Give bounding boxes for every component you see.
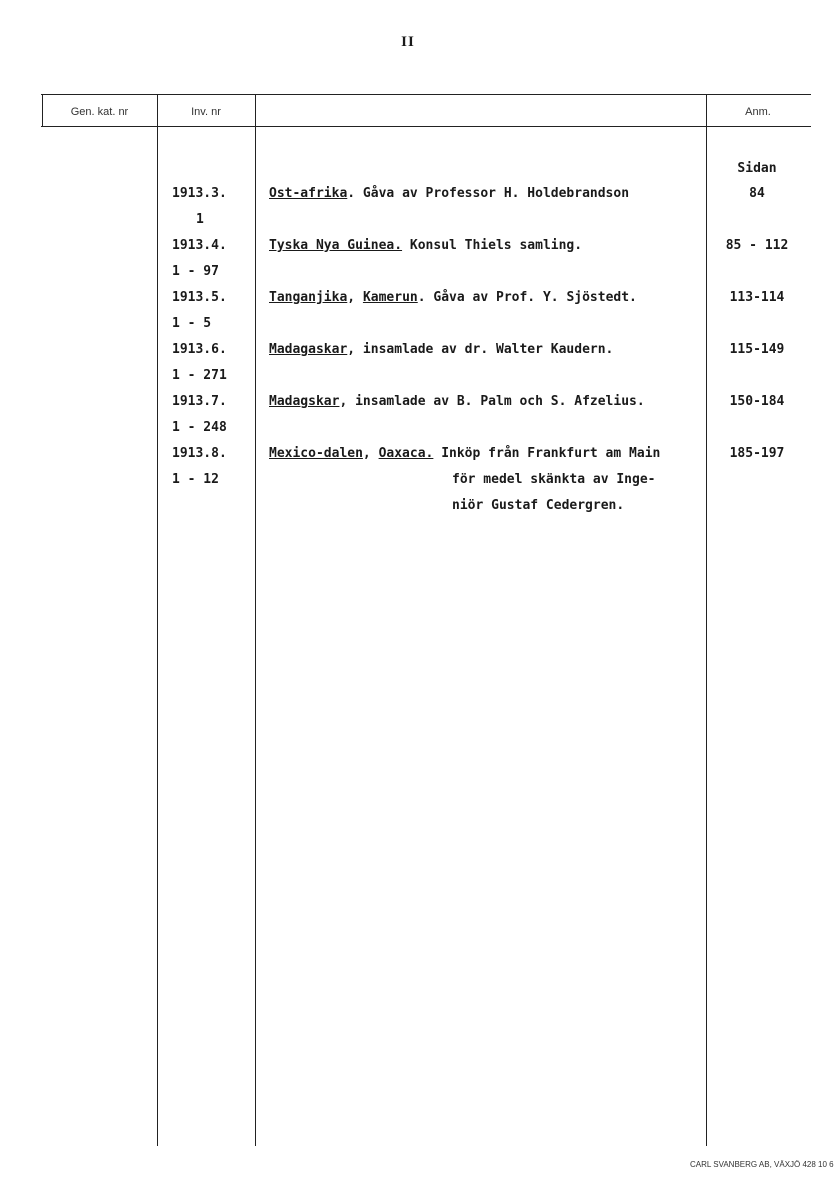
description-text: Inköp från Frankfurt am Main — [433, 446, 661, 461]
place-name: Tanganjika — [269, 290, 348, 305]
place-name: Mexico-dalen — [269, 446, 363, 461]
inv-number: 1913.8. — [172, 446, 227, 461]
header-inv-nr: Inv. nr — [191, 106, 221, 118]
place-name: Oaxaca. — [378, 446, 434, 461]
description-text: , — [362, 446, 379, 461]
description-continuation: för medel skänkta av Inge- — [452, 472, 656, 487]
description-text: Konsul Thiels samling. — [402, 238, 583, 253]
inv-number: 1913.6. — [172, 342, 227, 357]
page-range: 150-184 — [729, 394, 785, 409]
place-name: Madagskar — [269, 394, 340, 409]
inv-number: 1913.4. — [172, 238, 227, 253]
place-name: Madagaskar — [269, 342, 348, 357]
page-range: 115-149 — [729, 342, 785, 357]
description-text: . Gåva av Professor H. Holdebrandson — [347, 186, 630, 201]
inv-number: 1913.7. — [172, 394, 227, 409]
entry-description — [269, 290, 637, 306]
entry-description — [269, 186, 629, 202]
description-text: , — [347, 290, 363, 305]
inv-number: 1913.5. — [172, 290, 227, 305]
inv-range: 1 - 5 — [172, 316, 212, 331]
sidan-label: Sidan — [737, 161, 777, 176]
entry-description — [269, 342, 613, 358]
page-range: 84 — [749, 186, 765, 201]
entry-description — [269, 238, 582, 254]
inv-range: 1 - 97 — [172, 264, 219, 279]
inv-range: 1 — [196, 212, 204, 227]
page-range: 85 - 112 — [725, 238, 789, 253]
inv-number: 1913.3. — [172, 186, 227, 201]
column-divider-gen-inv — [157, 94, 158, 1146]
description-text: , insamlade av dr. Walter Kaudern. — [347, 342, 614, 357]
inv-range: 1 - 12 — [172, 472, 219, 487]
page-range: 113-114 — [729, 290, 785, 305]
description-text: . Gåva av Prof. Y. Sjöstedt. — [417, 290, 637, 305]
page-range: 185-197 — [729, 446, 785, 461]
description-continuation: niör Gustaf Cedergren. — [452, 498, 625, 513]
header-gen-kat-nr: Gen. kat. nr — [70, 106, 129, 118]
column-divider-inv-desc — [255, 94, 256, 1146]
printer-footer: CARL SVANBERG AB, VÄXJÖ 428 10 6 — [690, 1160, 834, 1169]
description-text: , insamlade av B. Palm och S. Afzelius. — [339, 394, 645, 409]
header-anm: Anm. — [745, 106, 771, 118]
place-name: Tyska Nya Guinea. — [269, 238, 403, 253]
page-number: II — [401, 34, 415, 50]
entry-description — [269, 446, 660, 462]
place-name: Ost-afrika — [269, 186, 348, 201]
inv-range: 1 - 271 — [172, 368, 227, 383]
place-name: Kamerun — [362, 290, 418, 305]
entry-description — [269, 394, 645, 410]
inv-range: 1 - 248 — [172, 420, 227, 435]
